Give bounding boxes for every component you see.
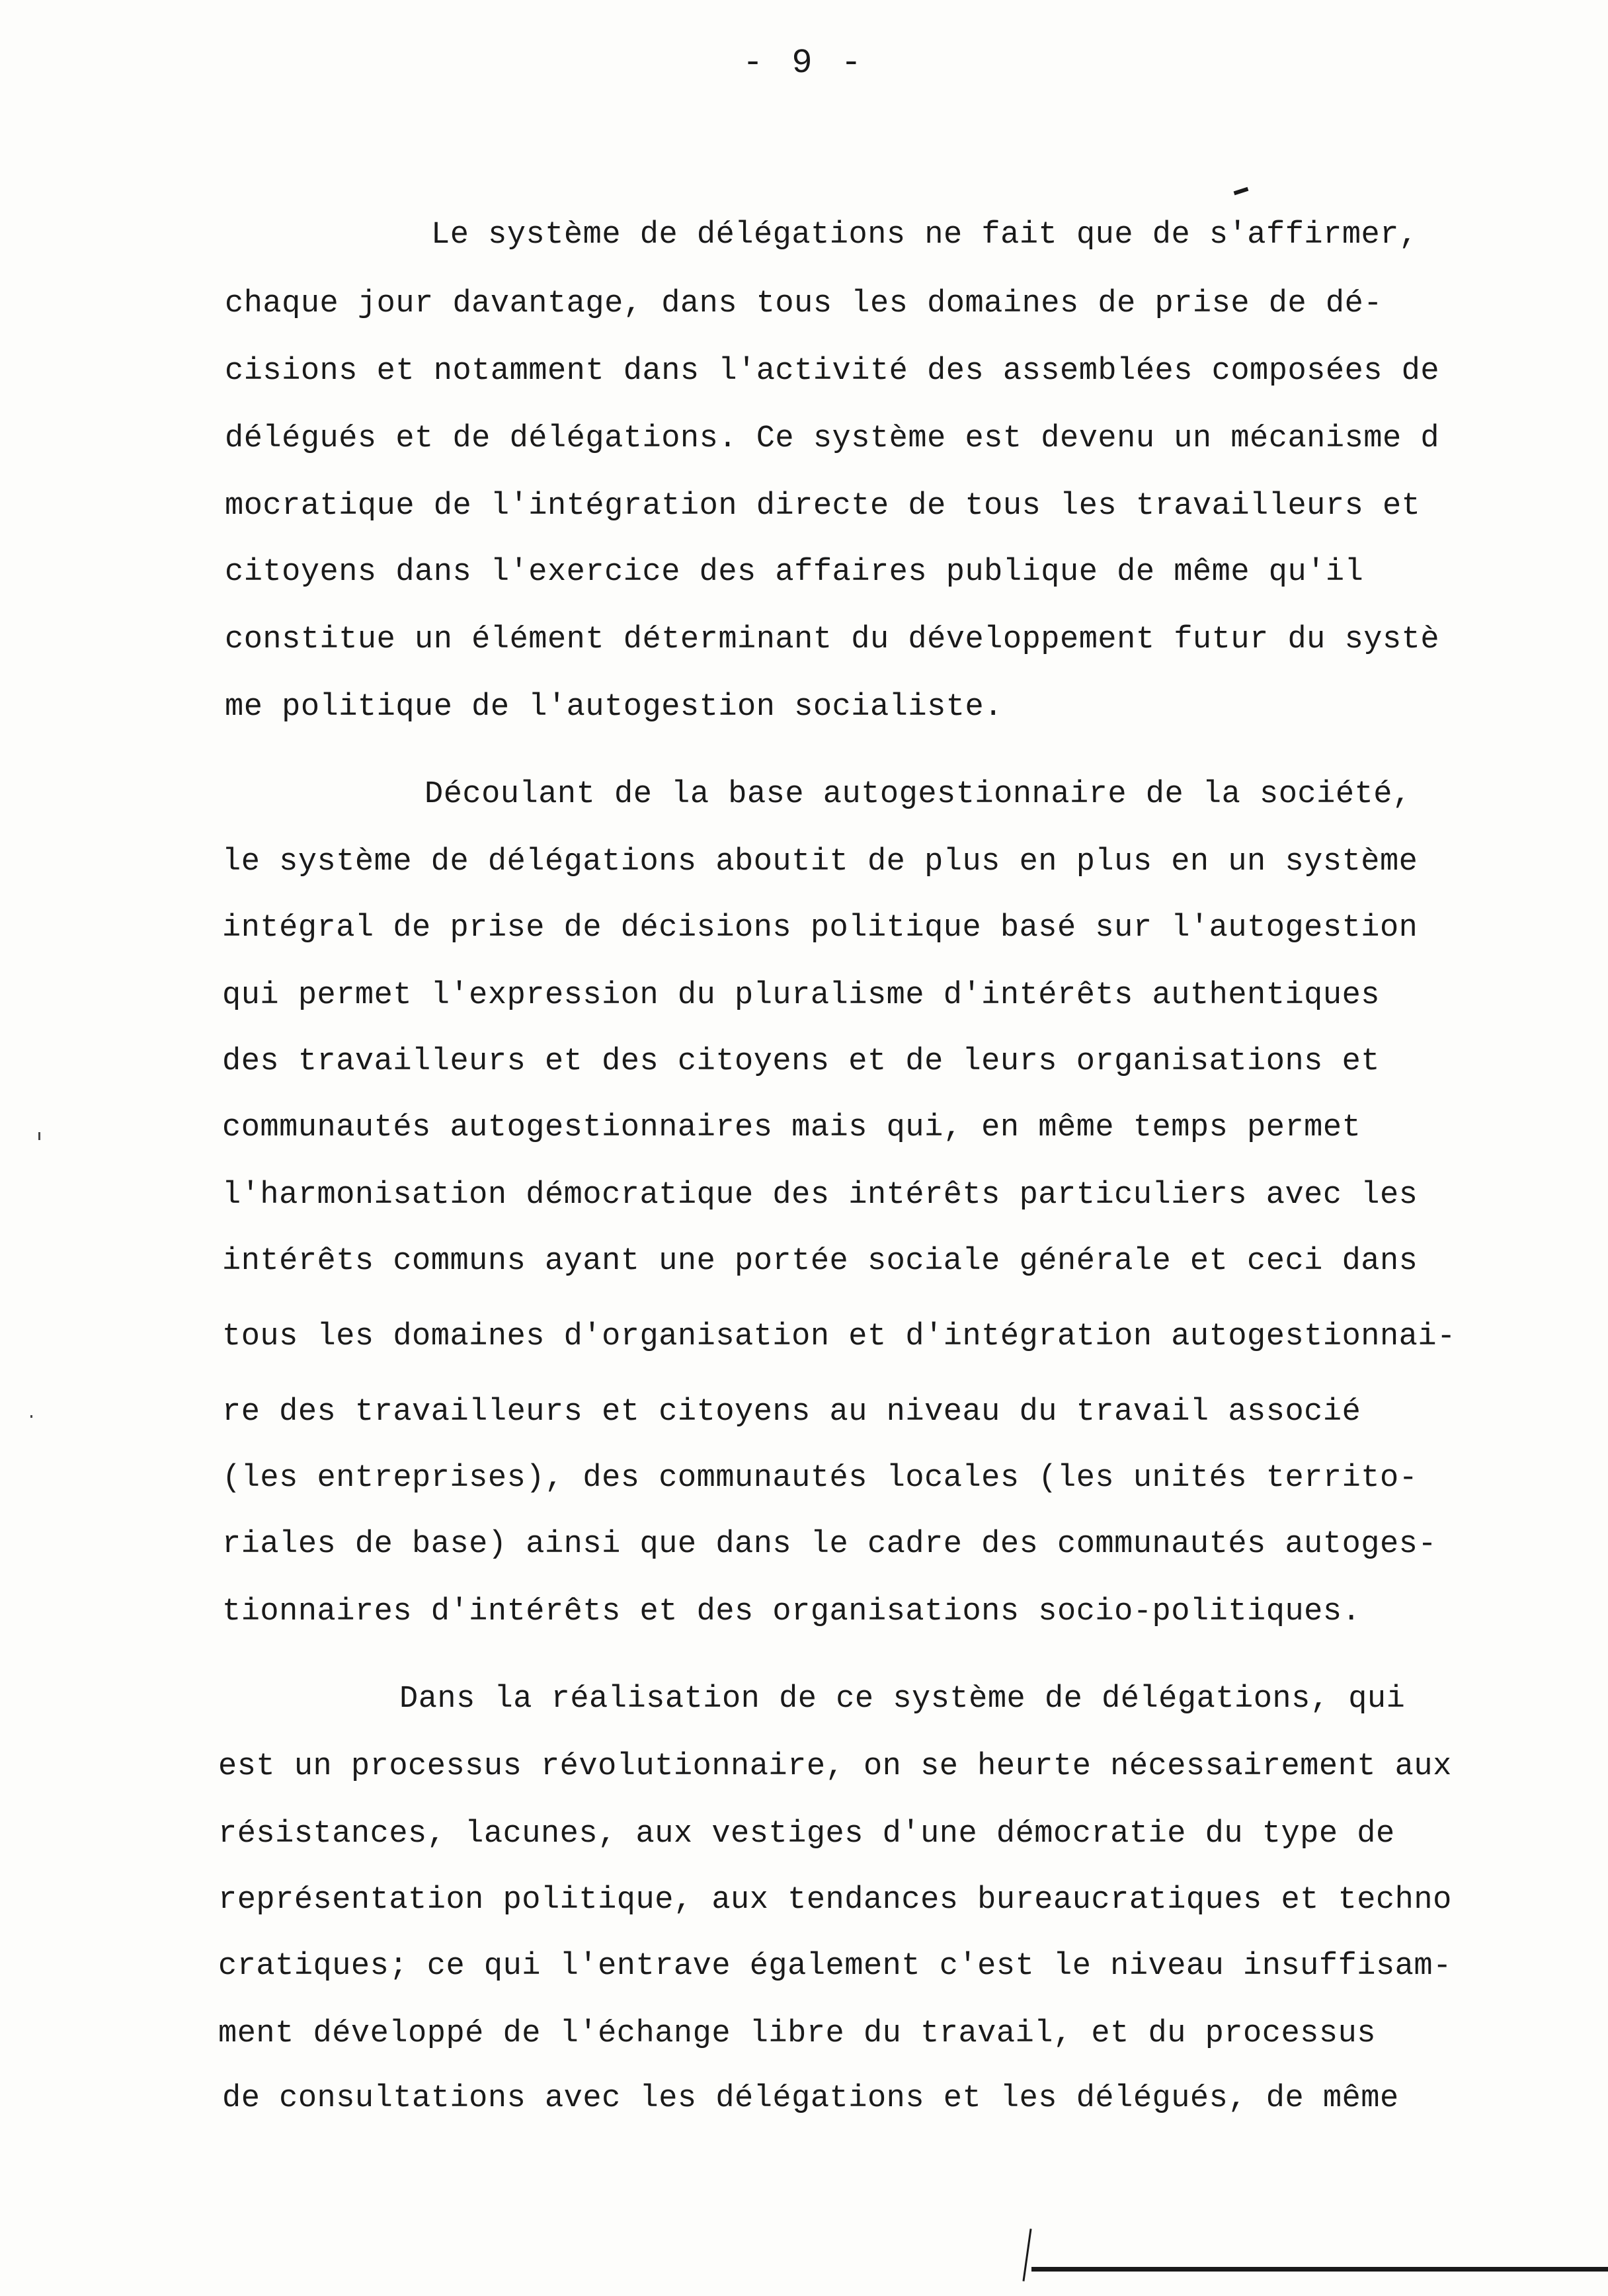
text-line: mocratique de l'intégration directe de tous les travailleurs et	[225, 489, 1421, 524]
text-line: de consultations avec les délégations et les délégués, de même	[222, 2081, 1399, 2116]
text-line: qui permet l'expression du pluralisme d'intérêts authentiques	[222, 978, 1380, 1013]
footer-stroke-mark	[1022, 2229, 1031, 2281]
margin-speck	[30, 1415, 32, 1418]
text-line: ment développé de l'échange libre du travail, et du processus	[218, 2016, 1376, 2051]
text-line: intérêts communs ayant une portée sociale générale et ceci dans	[222, 1244, 1418, 1279]
text-line: Le système de délégations ne fait que de s'affirmer,	[431, 218, 1418, 253]
text-line: (les entreprises), des communautés locales (les unités territo-	[222, 1461, 1418, 1496]
text-line: délégués et de délégations. Ce système est devenu un mécanisme d	[225, 421, 1440, 456]
text-line: citoyens dans l'exercice des affaires publique de même qu'il	[225, 555, 1364, 590]
text-line: re des travailleurs et citoyens au niveau du travail associé	[222, 1395, 1361, 1430]
text-line: l'harmonisation démocratique des intérêts particuliers avec les	[222, 1178, 1418, 1213]
text-line: riales de base) ainsi que dans le cadre des communautés autoges-	[222, 1527, 1437, 1562]
text-line: constitue un élément déterminant du développement futur du systè	[225, 622, 1440, 657]
page-number: - 9 -	[742, 44, 866, 83]
stray-ink-mark	[1234, 187, 1249, 196]
text-line: chaque jour davantage, dans tous les domaines de prise de dé-	[225, 286, 1383, 321]
text-line: Découlant de la base autogestionnaire de la société,	[424, 777, 1412, 812]
text-line: le système de délégations aboutit de plus en plus en un système	[222, 844, 1418, 880]
margin-speck	[38, 1132, 40, 1140]
text-line: représentation politique, aux tendances bureaucratiques et techno	[218, 1883, 1452, 1918]
text-line: tionnaires d'intérêts et des organisations socio-politiques.	[222, 1594, 1361, 1629]
text-line: communautés autogestionnaires mais qui, en même temps permet	[222, 1110, 1361, 1145]
text-line: cratiques; ce qui l'entrave également c'est le niveau insuffisam-	[218, 1949, 1452, 1984]
text-line: tous les domaines d'organisation et d'intégration autogestionnai-	[222, 1319, 1456, 1354]
text-line: intégral de prise de décisions politique basé sur l'autogestion	[222, 911, 1418, 946]
text-line: des travailleurs et des citoyens et de leurs organisations et	[222, 1044, 1380, 1079]
footer-rule	[1031, 2267, 1608, 2272]
text-line: est un processus révolutionnaire, on se heurte nécessairement aux	[218, 1749, 1452, 1784]
text-line: Dans la réalisation de ce système de délégations, qui	[399, 1682, 1406, 1717]
text-line: cisions et notamment dans l'activité des assemblées composées de	[225, 354, 1440, 389]
text-line: résistances, lacunes, aux vestiges d'une démocratie du type de	[218, 1817, 1395, 1852]
text-line: me politique de l'autogestion socialiste.	[225, 690, 1003, 725]
